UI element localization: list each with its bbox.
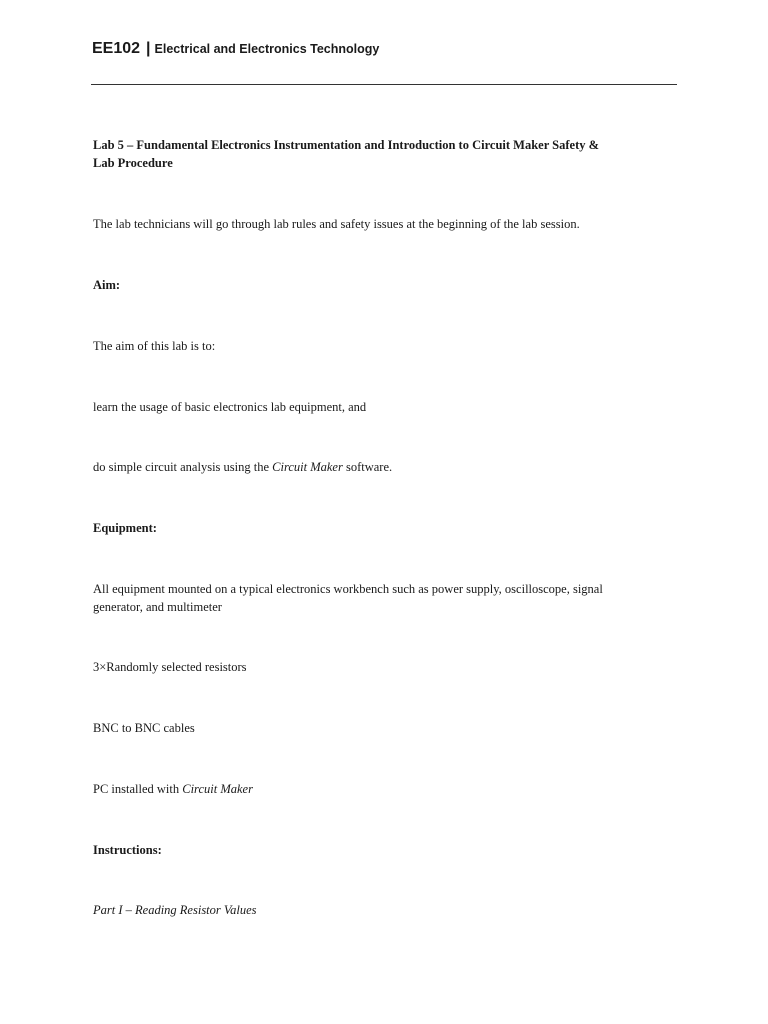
equipment-item-pc [93, 780, 673, 798]
equipment-item-workbench [93, 580, 673, 616]
equipment-item4-software: Circuit Maker [182, 782, 253, 796]
equipment-item1-line2: generator, and multimeter [93, 600, 222, 614]
equipment-item1-line1: All equipment mounted on a typical electronics workbench such as power supply, oscilloscope, signal [93, 582, 603, 596]
header-separator: | [146, 40, 151, 57]
part1-heading: Part I – Reading Resistor Values [93, 903, 257, 917]
aim-item-circuit-analysis [93, 458, 673, 476]
instructions-heading: Instructions: [93, 843, 162, 857]
aim-lead: The aim of this lab is to: [93, 339, 216, 353]
equipment-heading: Equipment: [93, 521, 157, 535]
equipment-item-resistors: 3×Randomly selected resistors [93, 660, 247, 674]
course-name: Electrical and Electronics Technology [154, 42, 380, 56]
lab-title-line2: Lab Procedure [93, 156, 173, 170]
course-code: EE102 [92, 40, 141, 57]
aim-item2-tail: software. [342, 460, 393, 474]
intro-paragraph: The lab technicians will go through lab rules and safety issues at the beginning of the lab session. [93, 217, 580, 231]
lab-title [93, 136, 673, 172]
page-header [92, 40, 379, 58]
header-divider [91, 84, 677, 85]
aim-heading: Aim: [93, 278, 121, 292]
aim-item2-text: do simple circuit analysis using the [93, 460, 273, 474]
equipment-item-cables: BNC to BNC cables [93, 721, 195, 735]
aim-item-equipment-usage: learn the usage of basic electronics lab equipment, and [93, 400, 367, 414]
lab-title-line1: Lab 5 – Fundamental Electronics Instrumentation and Introduction to Circuit Maker Safety & [93, 138, 600, 152]
aim-item2-software: Circuit Maker [272, 460, 343, 474]
equipment-item4-text: PC installed with [93, 782, 183, 796]
